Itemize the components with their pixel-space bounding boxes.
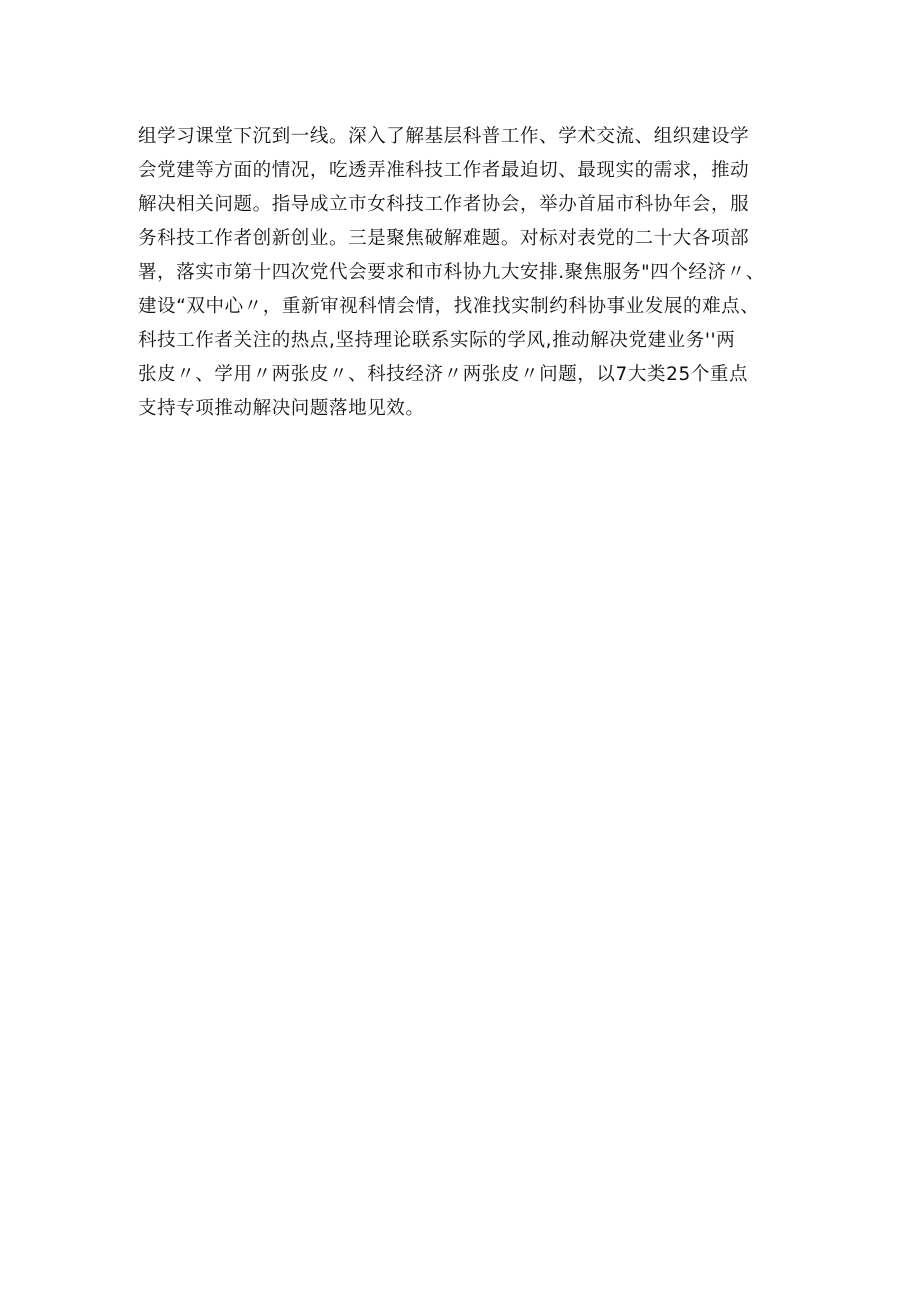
paragraph-line: 支持专项推动解决问题落地见效。	[138, 398, 425, 419]
paragraph-line: 张皮〃、学用〃两张皮〃、科技经济〃两张皮〃问题，以7大类25个重点	[138, 364, 749, 385]
paragraph-line: 建设“双中心〃，重新审视科情会情，找准找实制约科协事业发展的难点、	[138, 296, 760, 317]
paragraph-line: 会党建等方面的情况，吃透弄准科技工作者最迫切、最现实的需求，推动	[138, 160, 750, 181]
paragraph-line: 解决相关问题。指导成立市女科技工作者协会，举办首届市科协年会，服	[138, 194, 750, 215]
paragraph-line: 科技工作者关注的热点,坚持理论联系实际的学风,推动解决党建业务''两	[138, 330, 736, 351]
paragraph-line: 组学习课堂下沉到一线。深入了解基层科普工作、学术交流、组织建设学	[138, 126, 750, 147]
paragraph-line: 署，落实市第十四次党代会要求和市科协九大安排.聚焦服务"四个经济〃、	[138, 262, 765, 283]
body-paragraph	[138, 120, 818, 426]
paragraph-line: 务科技工作者创新创业。三是聚焦破解难题。对标对表党的二十大各项部	[138, 228, 750, 249]
